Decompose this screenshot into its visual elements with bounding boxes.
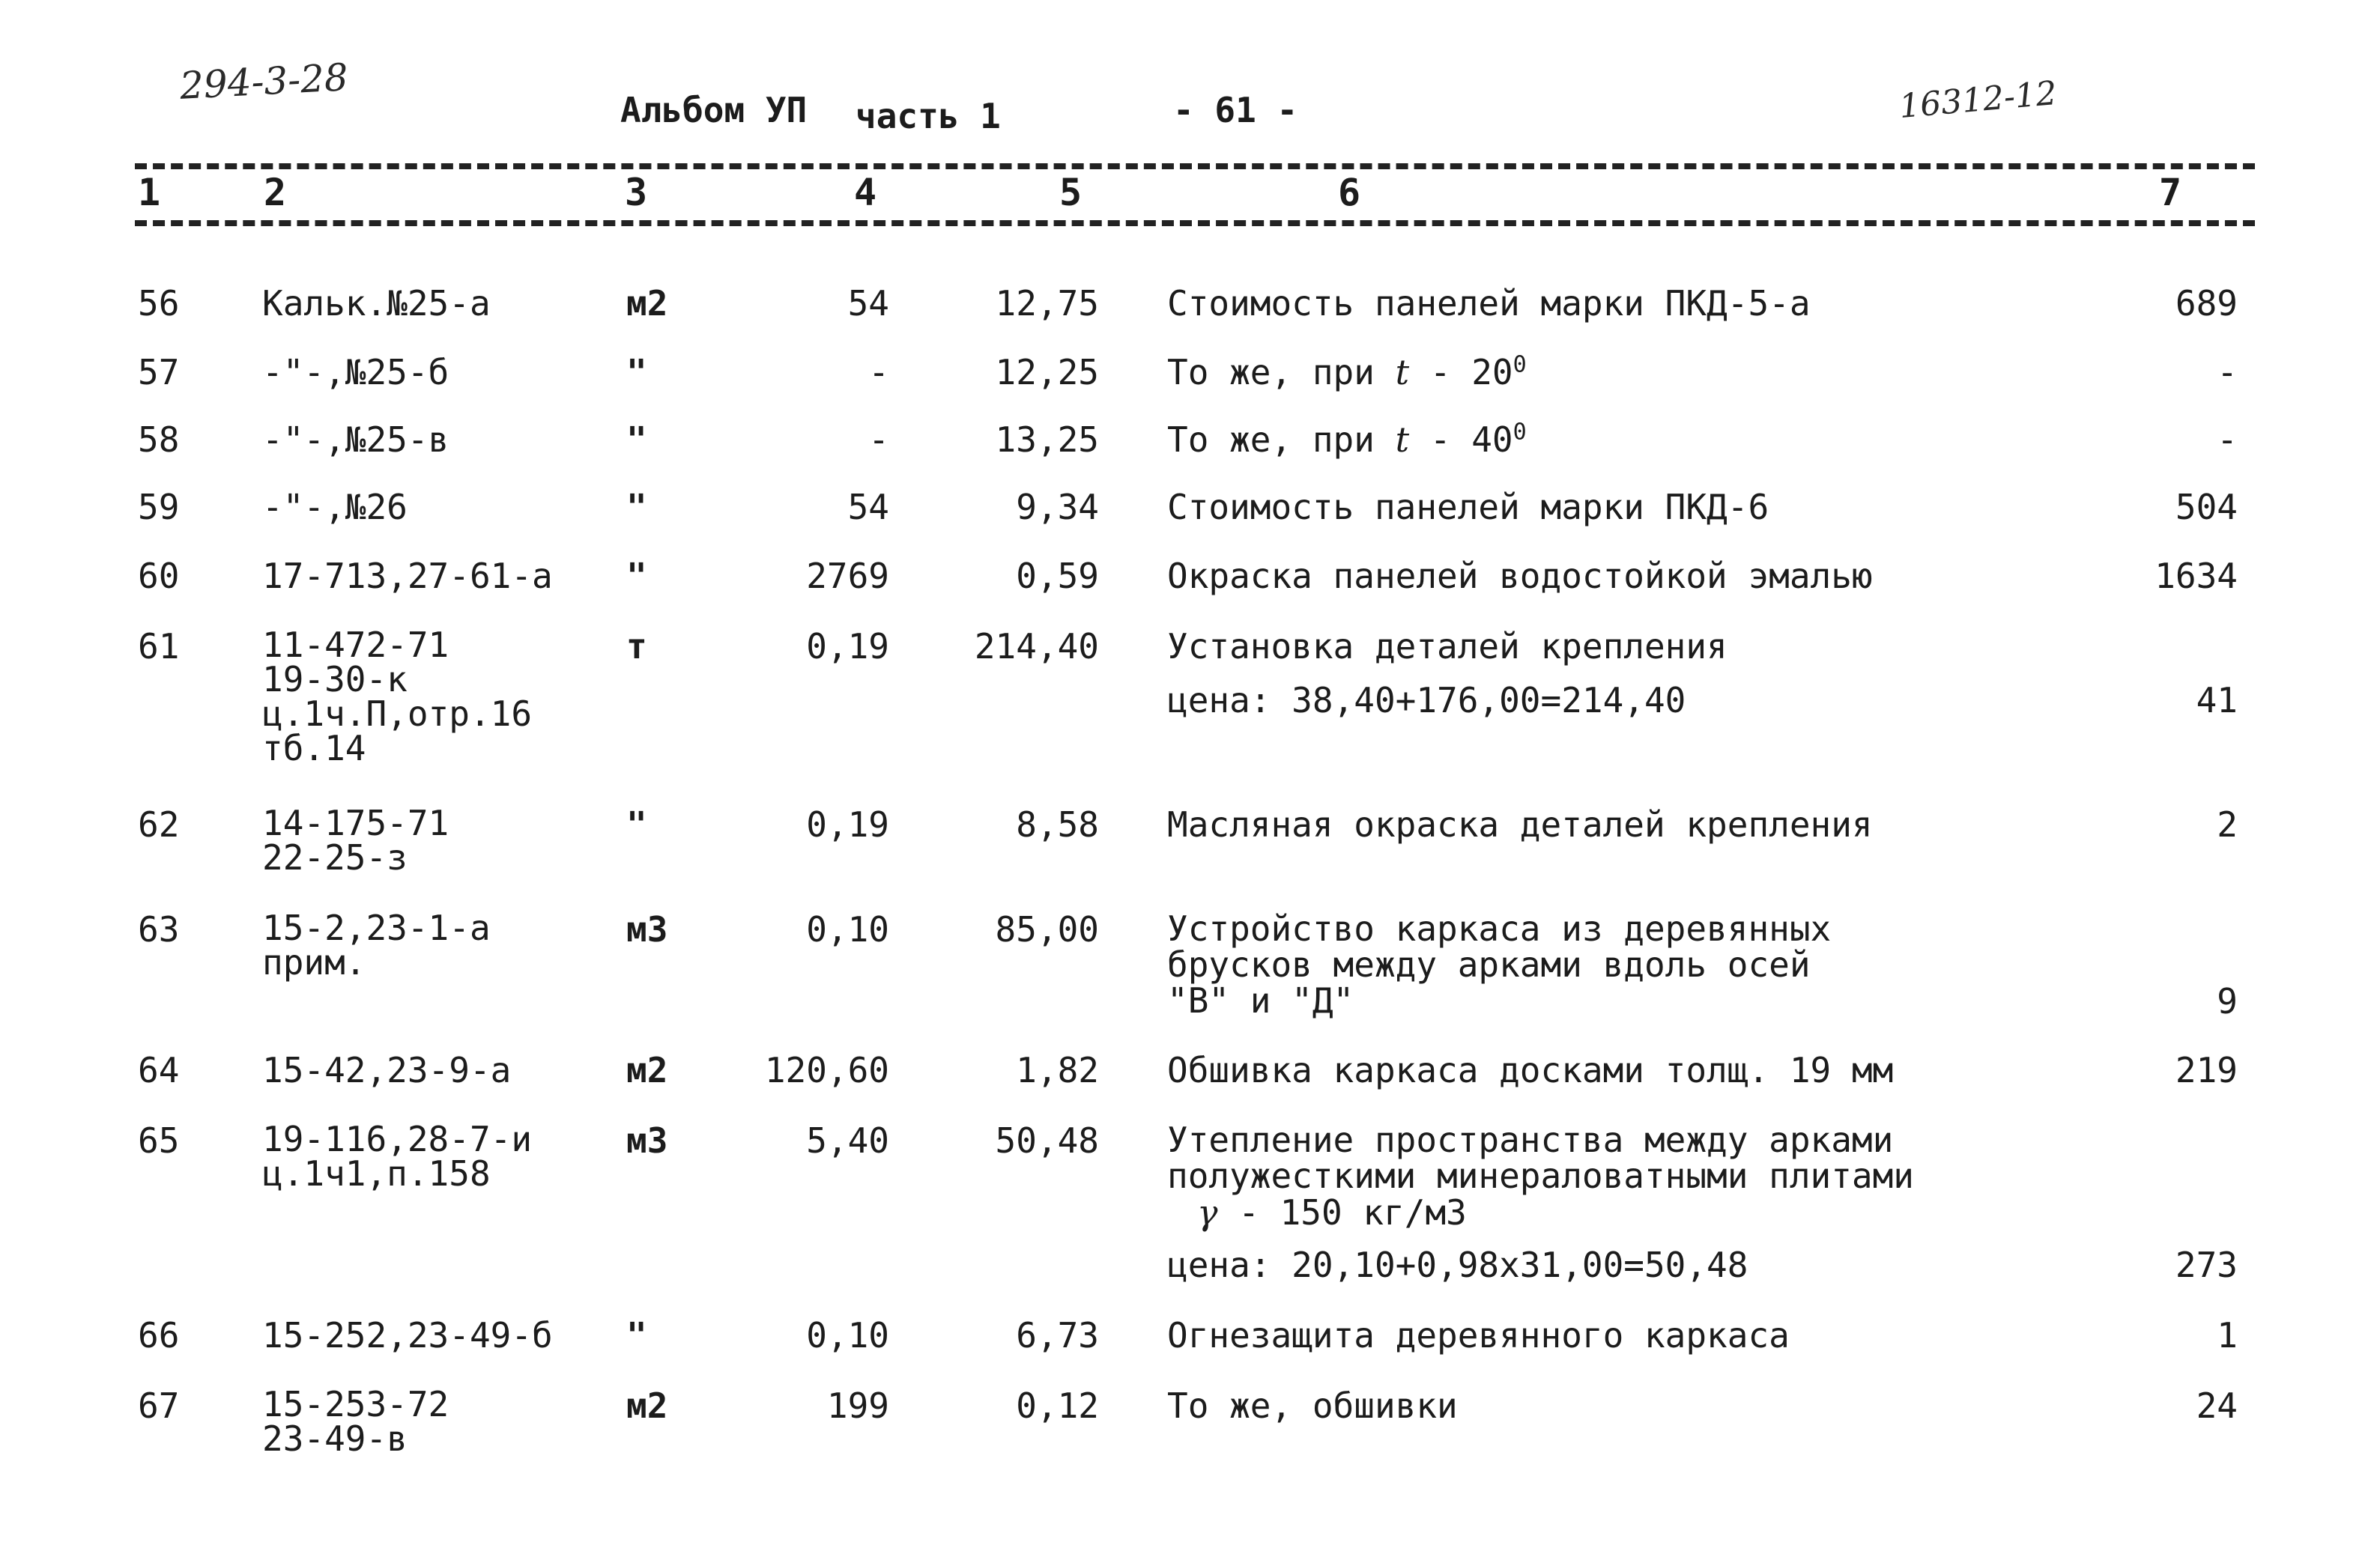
unit-price: 12,25 [995,352,1099,392]
column-number: 1 [138,171,161,214]
description [1167,353,1527,391]
total: 219 [2175,1050,2238,1090]
density-line [1197,1194,1467,1231]
rate-code: 19-116,28-7-и ц.1ч1,п.158 [262,1119,533,1194]
description: Огнезащита деревянного каркаса [1167,1315,1790,1356]
sheet-code: 294-3-28 [178,55,350,108]
unit: т [626,626,647,667]
rate-code: 15-253-72 23-49-в [262,1384,449,1459]
rate-code: 15-2,23-1-а прим. [262,908,491,983]
album-label: Альбом УП [620,90,808,130]
row-number: 63 [138,909,180,950]
unit: " [626,352,647,392]
description-value: - 40 [1409,419,1513,460]
price-calculation: цена: 20,10+0,98х31,00=50,48 [1167,1245,1748,1285]
row-number: 59 [138,487,180,527]
total: 24 [2196,1385,2238,1426]
unit-price: 50,48 [995,1120,1099,1161]
column-number: 6 [1338,171,1361,214]
column-number: 2 [264,171,287,214]
description: Установка деталей крепления [1167,626,1728,667]
page-number: - 61 - [1173,90,1298,130]
total: 41 [2196,680,2238,720]
total: 504 [2175,487,2238,527]
row-number: 66 [138,1315,180,1356]
description-text: То же, при [1167,419,1396,460]
row-number: 65 [138,1120,180,1161]
quantity: - [868,419,889,460]
unit: м2 [626,1050,668,1090]
total: - [2217,419,2238,460]
price-calculation: цена: 38,40+176,00=214,40 [1167,680,1686,720]
quantity: 2769 [806,556,889,596]
unit-price: 6,73 [1016,1315,1099,1356]
column-number: 5 [1059,171,1082,214]
unit-price: 0,59 [1016,556,1099,596]
quantity: 54 [847,487,889,527]
rate-code: 14-175-71 22-25-з [262,803,449,878]
description: Утепление пространства между арками полужесткими минераловатными плитами [1167,1120,1914,1196]
row-number: 58 [138,419,180,460]
unit: " [626,804,647,845]
total: 9 [2217,981,2238,1022]
unit-price: 214,40 [974,626,1099,667]
description: Обшивка каркаса досками толщ. 19 мм [1167,1050,1894,1090]
description: Масляная окраска деталей крепления [1167,804,1873,845]
total: 1 [2217,1315,2238,1356]
unit-price: 85,00 [995,909,1099,950]
unit: " [626,487,647,527]
unit-price: 1,82 [1016,1050,1099,1090]
row-number: 67 [138,1385,180,1426]
rate-code: -"-,№26 [262,487,408,527]
quantity: 0,19 [806,804,889,845]
quantity: 199 [826,1385,889,1426]
quantity: 5,40 [806,1120,889,1161]
unit-price: 12,75 [995,283,1099,324]
rate-code: 15-42,23-9-а [262,1050,512,1090]
quantity: 0,10 [806,909,889,950]
part-label: часть 1 [856,96,1001,136]
unit-price: 9,34 [1016,487,1099,527]
density-value: - 150 кг/м3 [1217,1192,1467,1233]
rate-code: 17-713,27-61-а [262,556,553,596]
total: 689 [2175,283,2238,324]
unit-price: 8,58 [1016,804,1099,845]
header-divider-bottom [135,220,2255,226]
header-divider-top [135,163,2255,169]
column-number: 3 [625,171,648,214]
row-number: 64 [138,1050,180,1090]
temperature-symbol: t [1395,352,1410,392]
description: Устройство каркаса из деревянных брусков между арками вдоль осей "В" и "Д" [1167,908,1832,1021]
quantity: 120,60 [764,1050,889,1090]
row-number: 56 [138,283,180,324]
quantity: 0,19 [806,626,889,667]
temperature-symbol: t [1395,419,1410,460]
unit: м3 [626,1120,668,1161]
description: Стоимость панелей марки ПКД-6 [1167,487,1769,527]
unit-price: 0,12 [1016,1385,1099,1426]
unit-price: 13,25 [995,419,1099,460]
document-code: 16312-12 [1898,73,2059,127]
unit: " [626,419,647,460]
unit: м2 [626,283,668,324]
unit: " [626,556,647,596]
total: 1634 [2155,556,2238,596]
row-number: 62 [138,804,180,845]
description: Стоимость панелей марки ПКД-5-а [1167,283,1811,324]
rate-code: Кальк.№25-а [262,283,491,324]
degree-superscript: 0 [1513,419,1527,446]
density-symbol: γ [1197,1192,1218,1233]
rate-code: -"-,№25-в [262,419,449,460]
description-value: - 20 [1409,352,1513,392]
column-number: 7 [2159,171,2182,214]
quantity: 0,10 [806,1315,889,1356]
description-text: То же, при [1167,352,1396,392]
row-number: 60 [138,556,180,596]
description: Окраска панелей водостойкой эмалью [1167,556,1873,596]
degree-superscript: 0 [1513,351,1527,378]
unit: м3 [626,909,668,950]
description [1167,421,1527,458]
rate-code: -"-,№25-б [262,352,449,392]
total: - [2217,352,2238,392]
unit: " [626,1315,647,1356]
total: 273 [2175,1245,2238,1285]
unit: м2 [626,1385,668,1426]
rate-code: 15-252,23-49-б [262,1315,553,1356]
quantity: 54 [847,283,889,324]
quantity: - [868,352,889,392]
row-number: 61 [138,626,180,667]
total: 2 [2217,804,2238,845]
description: То же, обшивки [1167,1385,1458,1426]
column-number: 4 [854,171,877,214]
row-number: 57 [138,352,180,392]
rate-code: 11-472-71 19-30-к ц.1ч.П,отр.16 тб.14 [262,625,533,768]
